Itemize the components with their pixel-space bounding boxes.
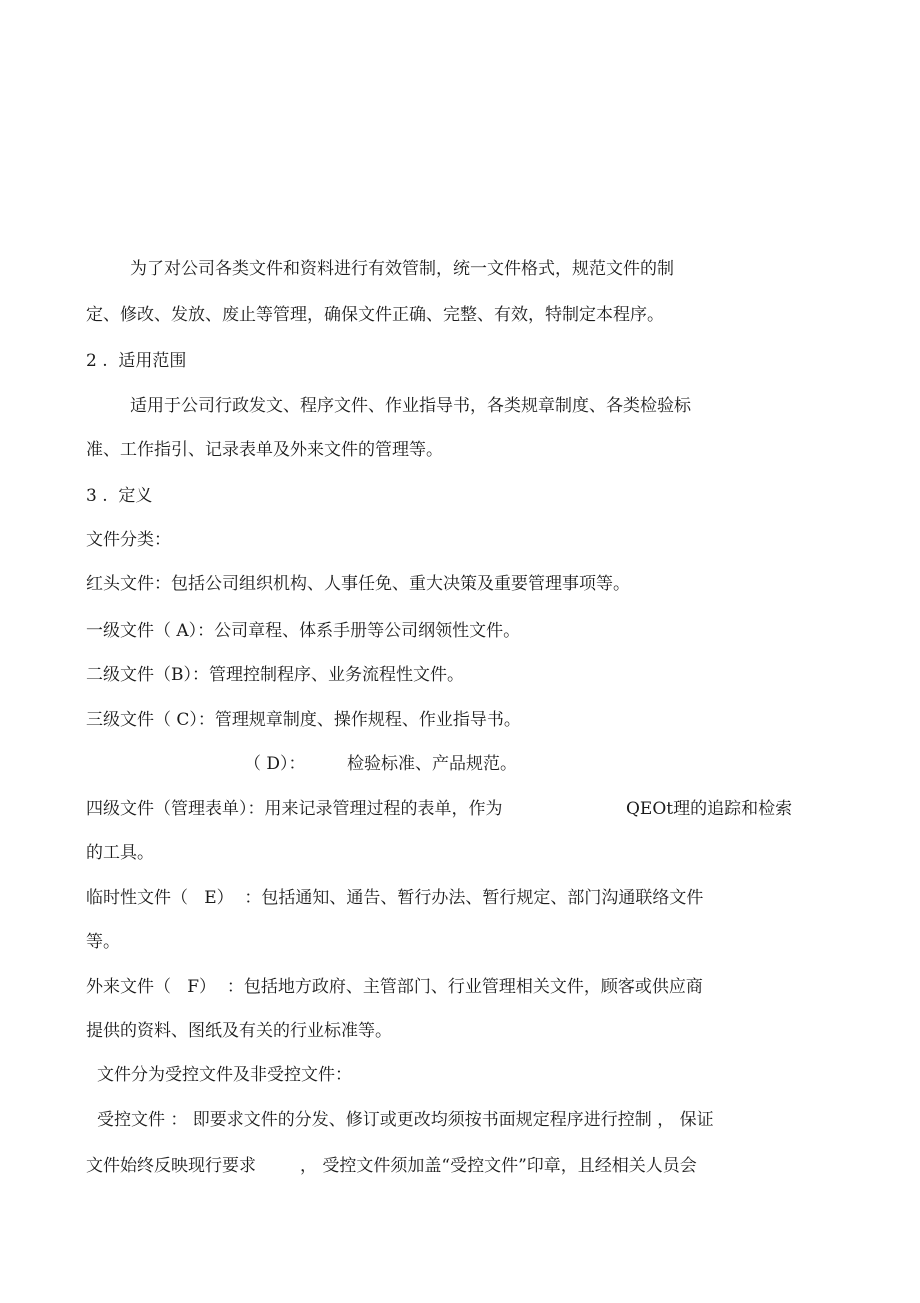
red-header-file-definition: 红头文件：包括公司组织机构、人事任免、重大决策及重要管理事项等。 — [86, 574, 630, 594]
level-3-file-definition: 三级文件（ C）：管理规章制度、操作规程、作业指导书。 — [86, 710, 521, 730]
level-1-file-definition: 一级文件（ A）：公司章程、体系手册等公司纲领性文件。 — [86, 621, 521, 641]
level-2-file-definition: 二级文件（B）：管理控制程序、业务流程性文件。 — [86, 665, 464, 685]
external-file-definition-line-1: 外来文件（ F） ：包括地方政府、主管部门、行业管理相关文件，顾客或供应商 — [86, 977, 703, 997]
level-3d-text: 检验标准、产品规范。 — [347, 754, 517, 774]
purpose-paragraph-line-1: 为了对公司各类文件和资料进行有效管制，统一文件格式，规范文件的制 — [130, 259, 674, 279]
controlled-file-definition-line-2-part-1: 文件始终反映现行要求 — [86, 1156, 256, 1176]
controlled-file-definition-line-2-part-2: ， 受控文件须加盖“受控文件”印章，且经相关人员会 — [300, 1156, 697, 1176]
level-3d-label: （ D）： — [244, 754, 306, 774]
temporary-file-definition-line-2: 等。 — [86, 932, 120, 952]
section-2-heading: 2 . 适用范围 — [86, 351, 187, 371]
external-file-definition-line-2: 提供的资料、图纸及有关的行业标准等。 — [86, 1021, 392, 1041]
section-3-heading: 3 . 定义 — [86, 486, 153, 506]
controlled-file-definition-line-1: 受控文件 ： 即要求文件的分发、修订或更改均须按书面规定程序进行控制 ， 保证 — [97, 1110, 714, 1130]
scope-paragraph-line-1: 适用于公司行政发文、程序文件、作业指导书，各类规章制度、各类检验标 — [130, 396, 691, 416]
purpose-paragraph-line-2: 定、修改、发放、废止等管理，确保文件正确、完整、有效，特制定本程序。 — [86, 305, 664, 325]
classification-heading: 文件分类： — [86, 530, 171, 550]
level-4-definition-part-2: QEOt理的追踪和检索 — [626, 799, 793, 819]
controlled-split-heading: 文件分为受控文件及非受控文件： — [97, 1065, 352, 1085]
scope-paragraph-line-2: 准、工作指引、记录表单及外来文件的管理等。 — [86, 440, 443, 460]
level-4-definition-part-1: 四级文件（管理表单）：用来记录管理过程的表单，作为 — [86, 799, 503, 819]
temporary-file-definition-line-1: 临时性文件（ E） ：包括通知、通告、暂行办法、暂行规定、部门沟通联络文件 — [86, 888, 704, 908]
level-4-definition-line-2: 的工具。 — [86, 843, 154, 863]
